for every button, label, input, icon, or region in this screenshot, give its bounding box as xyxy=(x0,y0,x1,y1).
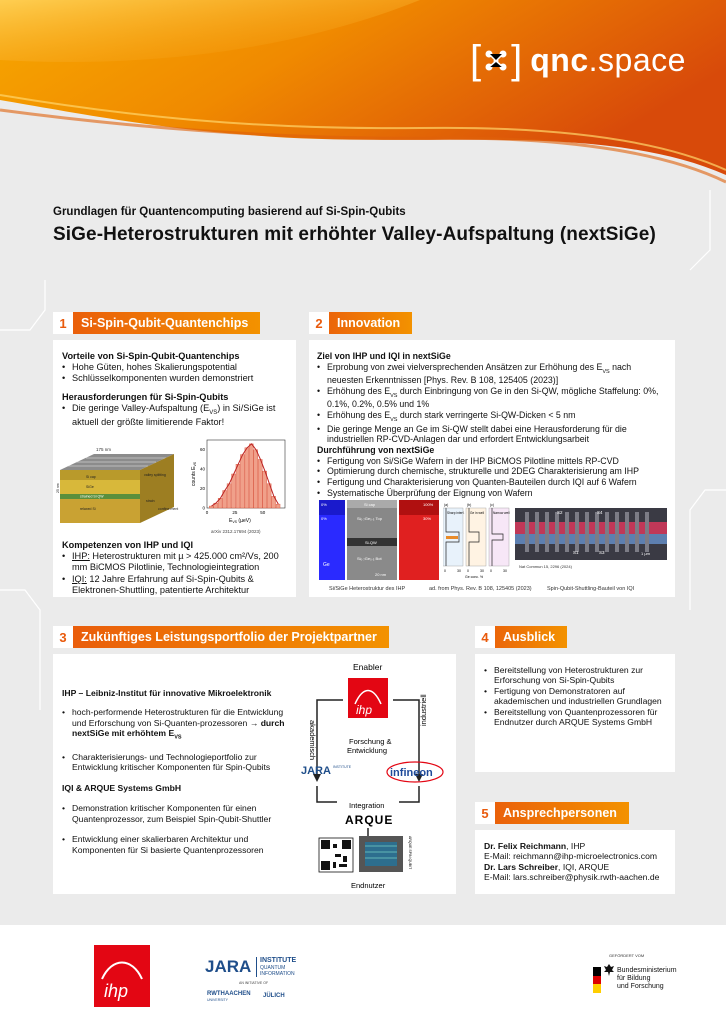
footer-bmbf-line3: und Forschung xyxy=(617,983,664,990)
footer-bmbf-line1: Bundesministerium xyxy=(617,967,677,974)
eagle-icon xyxy=(603,963,615,977)
prof-t5: 0 xyxy=(490,569,492,573)
section-3-box xyxy=(53,654,456,894)
dev-s3: S3 xyxy=(599,550,605,555)
contact-1-mail[interactable]: E-Mail: reichmann@ihp-microelectronics.com xyxy=(484,851,658,862)
s2-exec-bullet: • Optimierung durch chemische, strukturelle und 2DEG Charakterisierung am IHP xyxy=(317,466,669,477)
tem-label-top: Si₀.₇Ge₀.₃ Top xyxy=(357,516,382,521)
section-4-header xyxy=(475,626,567,648)
s2-b3-end: durch stark verringerte Si-QW-Dicken < 5 nm xyxy=(397,410,576,421)
histogram-bar xyxy=(227,484,231,508)
fig1-label-valley: valley splitting xyxy=(144,473,166,477)
section-3-header xyxy=(53,626,389,648)
contact-2-mail[interactable]: E-Mail: lars.schreiber@physik.rwth-aachen.de xyxy=(484,872,660,883)
prof-sharp: Sharp interf. xyxy=(447,511,465,515)
histogram-xtick: 25 xyxy=(232,510,238,515)
fig1-label-sige: SiGe xyxy=(86,485,94,489)
prof-c: (c) xyxy=(490,503,495,507)
histogram-bar xyxy=(232,474,236,508)
s1-comp-ihp-text: Heterostrukturen mit µ > 425.000 cm²/Vs, 200 mm BiCMOS Pilotlinie, Technologieintegration xyxy=(72,551,279,573)
s2-fig1-caption: Si/SiGe Heterostruktur des IHP xyxy=(329,586,406,592)
dev-ref: Nat Commun 15, 2296 (2024) xyxy=(519,564,572,569)
s3-heading-2: IQI & ARQUE Systems GmbH xyxy=(62,782,182,793)
histogram-bar xyxy=(240,455,244,508)
contact-2 xyxy=(484,862,671,872)
histogram-xtick: 50 xyxy=(260,510,266,515)
dev-s2: S2 xyxy=(557,510,563,515)
s1-title: Si-Spin-Qubit-Quantenchips xyxy=(81,316,249,330)
s5-number: 5 xyxy=(475,802,495,824)
s5-title: Ansprechpersonen xyxy=(503,806,617,820)
diag-infineon: infineon xyxy=(390,767,433,779)
histogram-ytick: 0 xyxy=(202,505,205,511)
histo-ylabel: counts $E_{VS}$ xyxy=(191,461,197,486)
footer-jara-quantum: QUANTUM xyxy=(260,965,286,971)
s2-b2-end: durch Einbringung von Ge in den Si-QW, mögliche Staffelung: 0%, 0.1%, 0.2%, 0.5% und 1% xyxy=(327,385,659,410)
s3-ihp-bullet-2: • Charakterisierungs- und Technologieportfolio zur Entwicklung kritischer Komponenten für Spin-Qubits xyxy=(62,752,292,773)
contact-1-org: , IHP xyxy=(566,841,586,851)
footer-bmbf-logo xyxy=(593,953,693,990)
s1-comp-ihp-label: IHP: xyxy=(72,551,90,562)
histogram-bar xyxy=(258,459,262,508)
s1-heterostructure-figure xyxy=(56,440,188,528)
prof-gewell: Ge in well xyxy=(470,511,484,515)
prof-t3: 0 xyxy=(467,569,469,573)
brand-bold: qnc xyxy=(530,41,589,78)
diag-integration: Integration xyxy=(349,801,385,810)
s3-partner-diagram xyxy=(293,656,453,892)
tem-scalebar: 20 nm xyxy=(375,572,387,577)
s4-bullet: • Bereitstellung von Quantenprozessoren für Endnutzer durch ARQUE Systems GmbH xyxy=(484,707,669,728)
s1-comp-iqi-text: 12 Jahre Erfahrung auf Si-Spin-Qubits & Elektronen-Shuttling, patentierte Architektur xyxy=(72,573,254,595)
diag-akademisch: akademisch xyxy=(308,720,317,761)
tem-label-pct2: 0% xyxy=(321,516,327,521)
s3-heading-1: IHP – Leibniz-Institut für innovative Mikroelektronik xyxy=(62,688,272,698)
contact-2-name: Dr. Lars Schreiber xyxy=(484,861,559,872)
fig1-label-cap: Si cap xyxy=(86,475,96,479)
s1-comp-iqi xyxy=(62,574,290,596)
s2-exec-bullet: • Systematische Überprüfung der Eignung von Wafern xyxy=(317,488,669,499)
s2-heading-1: Ziel von IHP und IQI in nextSiGe xyxy=(317,351,451,361)
footer-jara-logo xyxy=(205,957,297,1002)
s2-goal-bullet xyxy=(317,386,669,410)
contact-1-name: Dr. Felix Reichmann xyxy=(484,841,567,851)
s1-challenge-text: Die geringe Valley-Aufspaltung (E xyxy=(72,402,210,413)
s3-number: 3 xyxy=(53,626,73,648)
fig1-label-confine: confine-ment xyxy=(158,507,179,511)
prof-b: (b) xyxy=(467,503,472,507)
section-5-header xyxy=(475,802,629,824)
section-1-box xyxy=(53,340,296,597)
footer-juelich: JÜLICH xyxy=(263,993,285,999)
fig1-label-qw: strained Si QW xyxy=(80,494,104,499)
diag-enabler: Enabler xyxy=(353,662,383,672)
prof-t4: 30 xyxy=(480,569,484,573)
footer-jara-text: JARA xyxy=(205,957,252,976)
s3-title: Zukünftiges Leistungsportfolio der Projektpartner xyxy=(81,630,377,644)
prof-t1: 0 xyxy=(444,569,446,573)
s1-list-1 xyxy=(62,362,290,384)
s1-bullet: • Schlüsselkomponenten wurden demonstriert xyxy=(62,373,290,384)
s3-b1-bold: durch nextSiGe mit erhöhtem E xyxy=(72,717,285,739)
diag-industriell: industriell xyxy=(419,694,428,726)
s2-b1-text: Erprobung von zwei vielversprechenden Ansätzen zur Erhöhung des E xyxy=(327,361,603,372)
brand-rest: .space xyxy=(588,41,686,78)
prof-xlabel: Ge conc. % xyxy=(465,575,484,579)
s2-fig3-caption: Spin-Qubit-Shuttling-Bauteil von IQI xyxy=(547,586,635,592)
s2-fig2-caption: ad. from Phys. Rev. B 108, 125405 (2023) xyxy=(429,586,532,592)
histogram-bar xyxy=(236,464,240,508)
histo-xlabel: $E_{VS}$ (µeV) xyxy=(229,518,251,524)
s3-iqi-bullet-1: • Demonstration kritischer Komponenten für einen Quantenprozessor, zum Beispiel Spin-Qubit-Shuttler xyxy=(62,803,292,824)
fig1-label-strain: strain xyxy=(146,499,155,503)
s1-challenge-bullet xyxy=(62,403,290,428)
s3-b1-text: hoch-performende Heterostrukturen für die Entwicklung und Erforschung von Si-Quanten-prozessoren → xyxy=(72,707,284,728)
qnc-molecule-icon xyxy=(483,47,509,73)
poster-subtitle: Grundlagen für Quantencomputing basierend auf Si-Spin-Qubits xyxy=(53,206,406,218)
diag-chip-label: ARQUE SPIN QUBIT xyxy=(408,836,412,870)
s4-title: Ausblick xyxy=(503,630,556,644)
fig1-label-25nm: 25 nm xyxy=(56,483,60,493)
tem-label-qw: Si-QW xyxy=(365,540,377,545)
poster-title: SiGe-Heterostrukturen mit erhöhter Valley-Aufspaltung (nextSiGe) xyxy=(53,224,656,245)
s3-ihp-bullet-1 xyxy=(62,707,292,741)
tem-label-pct1: 0% xyxy=(321,502,327,507)
s2-b2-text: Erhöhung des E xyxy=(327,385,391,396)
s1-histogram-chart xyxy=(191,436,291,536)
s2-goal-bullet: • Die geringe Menge an Ge im Si-QW stellt dabei eine Herausforderung für die industriellen RP-CVD-Anlagen dar und erfordert Entwicklungsarbeit xyxy=(317,424,669,445)
diag-ihp-text: ihp xyxy=(356,703,373,717)
histogram-bar xyxy=(254,450,258,508)
s2-exec-bullet: • Fertigung von Si/SiGe Wafern in der IHP BiCMOS Pilotline mittels RP-CVD xyxy=(317,456,669,467)
prof-a: (a) xyxy=(444,503,449,507)
s2-goal-bullet xyxy=(317,362,669,386)
tem-label-pct4: 30% xyxy=(423,516,432,521)
histogram-xtick: 0 xyxy=(205,510,209,515)
s2-heading-2: Durchführung von nextSiGe xyxy=(317,444,435,455)
section-2-box xyxy=(309,340,675,597)
qnc-logo: [ ] qnc.space xyxy=(470,38,686,82)
s2-b2-sub: VS xyxy=(390,392,398,399)
fig1-label-175nm: 175 nm xyxy=(96,447,112,452)
footer-jara-initiative: AN INITIATIVE OF xyxy=(239,981,269,985)
s1-challenge-end: ) in Si/SiGe ist aktuell der größte limitierende Faktor! xyxy=(72,402,276,428)
s3-iqi-bullet-2: • Entwicklung einer skalierbaren Architektur und Komponenten für Si basierte Quantenprozessoren xyxy=(62,834,292,855)
footer-ihp-logo xyxy=(94,945,150,1007)
histogram-bar xyxy=(276,504,280,508)
s1-bullet: • Hohe Güten, hohes Skalierungspotential xyxy=(62,362,290,373)
histogram-bar xyxy=(209,506,213,508)
footer-rwth-sub: UNIVERSITY xyxy=(207,998,229,1002)
s2-exec-bullet: • Fertigung und Charakterisierung von Quanten-Bauteilen durch IQI auf 6 Wafern xyxy=(317,477,669,488)
s1-heading-1: Vorteile von Si-Spin-Qubit-Quantenchips xyxy=(62,351,240,361)
section-2-header xyxy=(309,312,412,334)
footer-bmbf-line2: für Bildung xyxy=(617,975,651,982)
footer xyxy=(0,925,726,1024)
footer-bmbf-flag xyxy=(593,967,601,993)
diag-jara: JARA xyxy=(301,765,331,777)
section-4-box xyxy=(475,654,675,772)
s3-b1-sub: VS xyxy=(174,735,182,742)
section-1-header xyxy=(53,312,260,334)
s4-number: 4 xyxy=(475,626,495,648)
s2-tem-figure xyxy=(319,500,439,580)
prof-t6: 30 xyxy=(503,569,507,573)
contact-2-org: , IQI, ARQUE xyxy=(558,861,610,872)
s2-goal-bullet xyxy=(317,410,669,423)
diag-jara-inst: INSTITUTE xyxy=(333,765,352,769)
s2-device-figure xyxy=(515,508,667,570)
s2-b3-text: Erhöhung des E xyxy=(327,410,391,421)
histogram-bar xyxy=(263,471,267,508)
diag-arque: ARQUE xyxy=(345,813,394,827)
s2-number: 2 xyxy=(309,312,329,334)
banner-gradient xyxy=(0,0,726,190)
footer-ihp-text: ihp xyxy=(104,981,129,1001)
footer-rwth: RWTHAACHEN xyxy=(207,991,251,997)
tem-label-bot: Si₀.₇Ge₀.₃ Bot xyxy=(357,556,382,561)
contact-1 xyxy=(484,841,671,851)
diag-qr-code xyxy=(319,838,353,872)
histogram-ytick: 20 xyxy=(199,486,205,492)
histogram-ytick: 60 xyxy=(199,447,205,453)
s1-heading-2: Herausforderungen für Si-Spin-Qubits xyxy=(62,391,229,402)
s4-bullet: • Fertigung von Demonstratoren auf akademischen und industriellen Grundlagen xyxy=(484,686,669,707)
s4-bullet: • Bereitstellung von Heterostrukturen zur Erforschung von Si-Spin-Qubits xyxy=(484,665,669,686)
tem-label-ge: Ge xyxy=(323,562,330,568)
header-banner xyxy=(0,0,726,190)
diag-forschung: Forschung & xyxy=(349,737,392,746)
histogram-bar xyxy=(249,444,253,508)
s1-challenge-sub: VS xyxy=(209,409,218,416)
histogram-bar xyxy=(245,448,249,508)
prof-narrow: Narrow well xyxy=(493,511,510,515)
footer-jara-information: INFORMATION xyxy=(260,971,295,977)
s2-b3-sub: VS xyxy=(390,416,398,423)
s1-comp-ihp xyxy=(62,551,290,573)
diag-entwicklung: Entwicklung xyxy=(347,746,388,755)
diag-endnutzer: Endnutzer xyxy=(351,881,386,890)
section-5-box xyxy=(475,830,675,894)
footer-jara-institute: INSTITUTE xyxy=(260,957,297,964)
tem-label-cap: Si cap xyxy=(364,502,376,507)
footer-bmbf-top: GEFÖRDERT VOM xyxy=(609,953,645,958)
dev-scale: 1 µm xyxy=(641,551,650,556)
dev-s4: S4 xyxy=(597,510,603,515)
prof-t2: 30 xyxy=(457,569,461,573)
histogram-ytick: 40 xyxy=(199,466,205,472)
s1-number: 1 xyxy=(53,312,73,334)
dev-s1: S1 xyxy=(573,550,579,555)
s1-heading-3: Kompetenzen von IHP und IQI xyxy=(62,540,194,550)
tem-label-pct3: 100% xyxy=(423,502,434,507)
s2-profile-figure xyxy=(443,500,511,580)
histo-reference: arXiv 2312.17694 (2023) xyxy=(211,529,261,534)
s1-comp-iqi-label: IQI: xyxy=(72,573,87,584)
fig1-label-relaxed: relaxed Si xyxy=(80,507,96,511)
s2-b1-end: nach neuesten Erkenntnissen [Phys. Rev. B 108, 125405 (2023)] xyxy=(327,361,632,386)
s2-b1-sub: VS xyxy=(602,368,610,375)
s2-title: Innovation xyxy=(337,316,401,330)
